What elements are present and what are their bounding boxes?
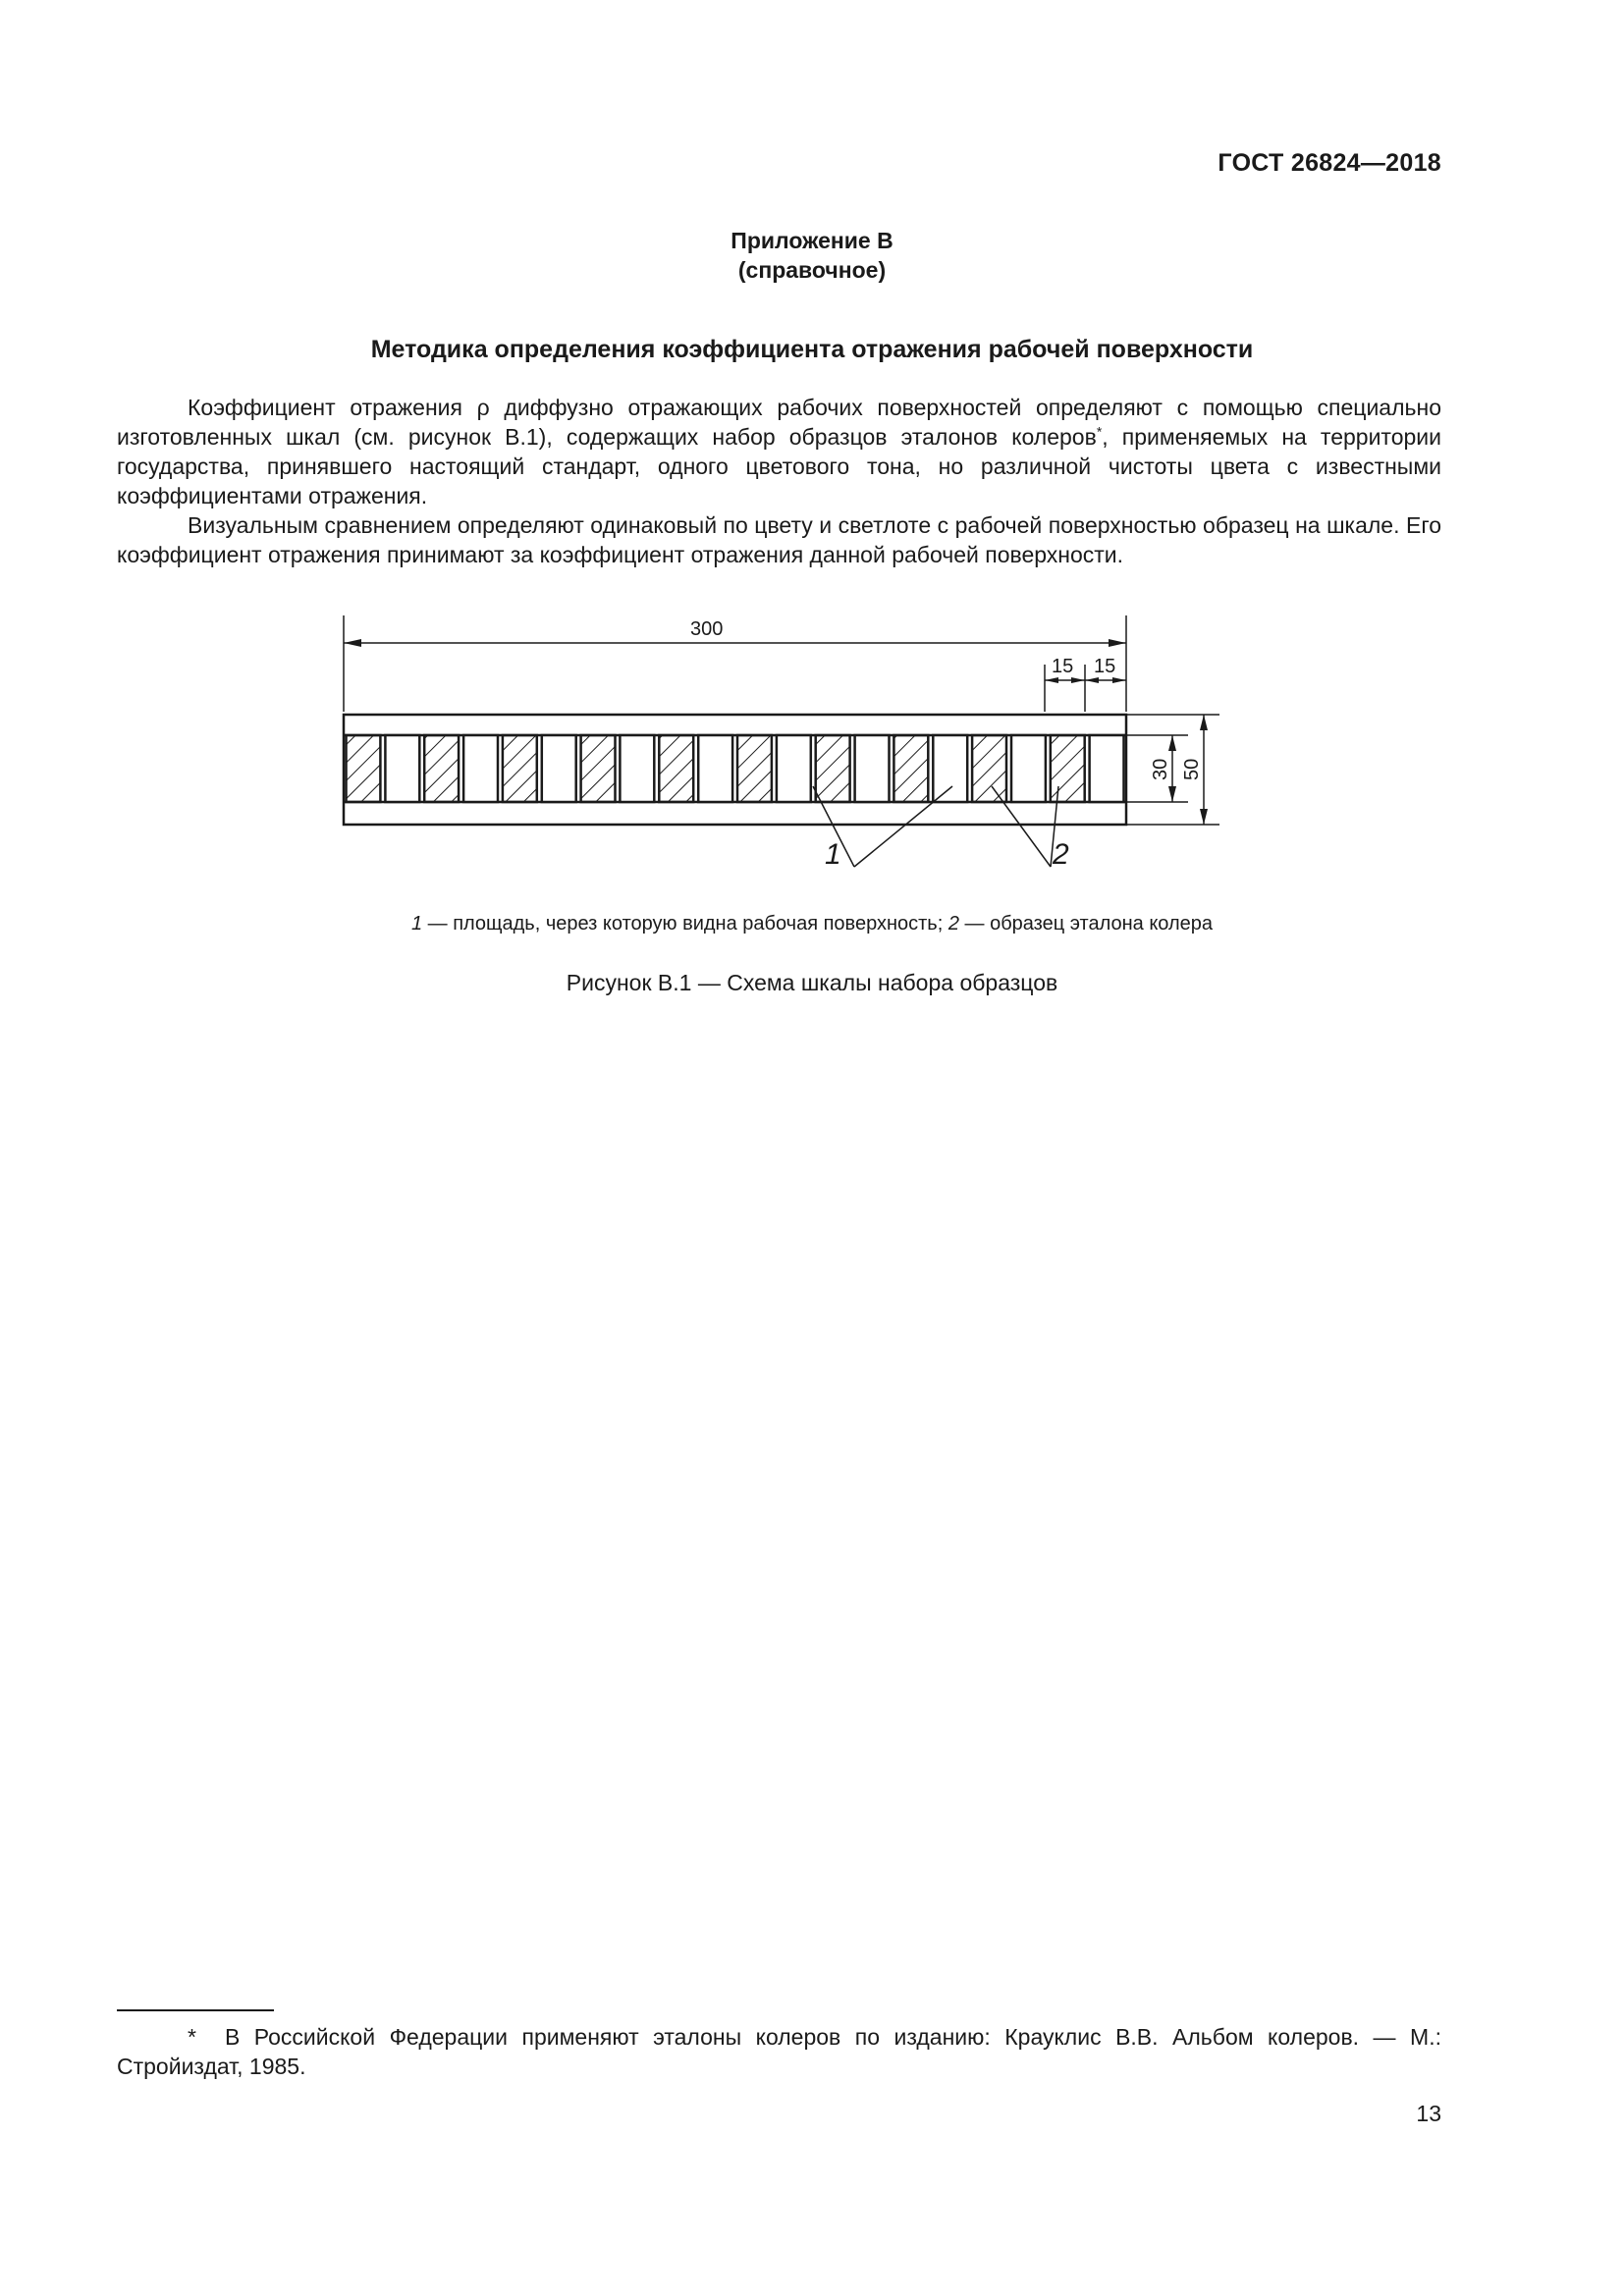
dimension-arrow-outer-bottom <box>1200 809 1208 825</box>
sample-cell <box>347 735 381 802</box>
appendix-title: Приложение В <box>731 228 893 253</box>
sample-cell <box>424 735 459 802</box>
figure-legend <box>0 913 1624 935</box>
legend-1-text: — площадь, через которую видна рабочая поверхность; <box>422 913 948 934</box>
viewing-window-cell <box>385 735 419 802</box>
dimension-arrow-right <box>1109 639 1126 647</box>
legend-2-number: 2 <box>947 913 959 934</box>
callout-label-2: 2 <box>1053 838 1069 871</box>
sample-cell <box>1051 735 1085 802</box>
sample-cell <box>972 735 1006 802</box>
scale-frame <box>344 715 1126 825</box>
sample-cell <box>816 735 850 802</box>
callout-label-1: 1 <box>825 838 841 871</box>
legend-1-number: 1 <box>410 913 423 934</box>
document-code: ГОСТ 26824—2018 <box>1218 149 1441 177</box>
footnote-text: В Российской Федерации применяют эталоны колеров по изданию: Крауклис В.В. Альбом колеров. — М.: Стройиздат, 1985. <box>117 2024 1441 2079</box>
dimension-arrow-left <box>344 639 361 647</box>
viewing-window-cell <box>698 735 732 802</box>
dimension-arrow-cell-2a <box>1085 677 1099 683</box>
paragraph-2: Визуальным сравнением определяют одинаковый по цвету и светлоте с рабочей поверхностью образец на шкале. Его коэффициент отражения принимают за коэффициент отражения данной рабочей поверхности. <box>117 512 1441 567</box>
viewing-window-cell <box>777 735 811 802</box>
dimension-arrow-outer-top <box>1200 715 1208 730</box>
dimension-label-outer-height: 50 <box>1181 758 1203 780</box>
dimension-arrow-cell-1a <box>1045 677 1058 683</box>
footnote <box>117 2022 1441 2081</box>
appendix-status: (справочное) <box>737 257 887 283</box>
figure-scale-diagram <box>324 604 1227 898</box>
viewing-window-cell <box>1011 735 1046 802</box>
dimension-label-total: 300 <box>690 618 724 640</box>
page-number: 13 <box>1416 2101 1441 2126</box>
footnote-reference: * <box>1096 423 1103 440</box>
sample-cell <box>659 735 693 802</box>
dimension-label-cell-1: 15 <box>1052 656 1074 677</box>
dimension-arrow-cell-2b <box>1112 677 1126 683</box>
figure-title: Рисунок В.1 — Схема шкалы набора образцов <box>566 970 1058 995</box>
viewing-window-cell <box>933 735 967 802</box>
paragraph-1: Коэффициент отражения ρ диффузно отражающих рабочих поверхностей определяют с помощью специально изготовленных шкал (см. рисунок В.1), содержащих набор образцов эталонов колеров*, применяемых на территории государства, принявшего настоящий стандарт, одного цветового тона, но различной чистоты цвета с известными коэффициентами отражения. <box>117 395 1441 508</box>
scale-cells <box>347 735 1124 802</box>
viewing-window-cell <box>855 735 890 802</box>
sample-cell <box>503 735 537 802</box>
dimension-arrow-inner-top <box>1168 735 1176 751</box>
section-title: Методика определения коэффициента отражения рабочей поверхности <box>370 336 1254 363</box>
viewing-window-cell <box>620 735 654 802</box>
sample-cell <box>737 735 772 802</box>
scale-diagram <box>324 604 1227 898</box>
viewing-window-cell <box>542 735 576 802</box>
appendix-heading <box>0 226 1624 285</box>
legend-2-text: — образец эталона колера <box>958 913 1214 934</box>
footnote-divider <box>117 2009 274 2011</box>
dimension-arrow-cell-1b <box>1071 677 1085 683</box>
dimension-label-inner-height: 30 <box>1150 758 1171 780</box>
viewing-window-cell <box>1090 735 1124 802</box>
sample-cell <box>581 735 616 802</box>
footnote-mark: * <box>188 2024 196 2050</box>
sample-cell <box>893 735 928 802</box>
dimension-arrow-inner-bottom <box>1168 786 1176 802</box>
dimension-label-cell-2: 15 <box>1094 656 1116 677</box>
body-text <box>117 393 1441 569</box>
viewing-window-cell <box>463 735 498 802</box>
